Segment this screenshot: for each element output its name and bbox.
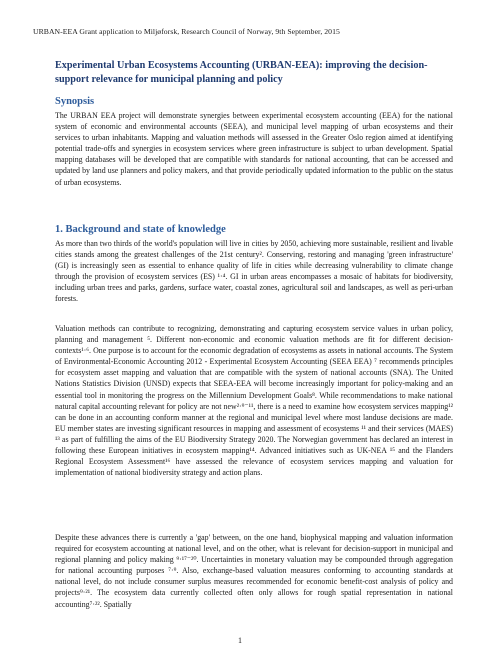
- background-paragraph-1: As more than two thirds of the world's population will live in cities by 2050, achieving more sustainable, resilient and livable cities stands among the greatest challenges of the 21st century². Conserving, restoring and managing 'green infrastructure' (GI) is increasingly seen as essential to enhance quality of life in cities while decreasing vulnerability to climate change through the provision of ecosystem services (ES) ¹·⁴. GI in urban areas encompasses a mosaic of habitats for biodiversity, including urban trees and parks, gardens, surface water, coastal zones, agricultural soil and landscapes, as well as peri-urban forests.: [55, 239, 453, 304]
- running-header: URBAN-EEA Grant application to Miljøforsk, Research Council of Norway, 9th September, 2015: [33, 27, 340, 36]
- background-paragraph-3: Despite these advances there is currently a 'gap' between, on the one hand, biophysical mapping and valuation information required for ecosystem accounting at national level, and on the other, what is relevant for decision-support in municipal and regional planning and policy making ⁹·¹⁷⁻²⁰. Uncertainties in monetary valuation may be compounded through aggregation for national accounting purposes ⁷·⁹. Also, exchange-based valuation measures conforming to accounting standards at national level, do not include consumer surplus measures recommended for economic benefit-cost analysis of policy and projects⁹·²¹. The ecosystem data currently collected often only allows for rough spatial representation in national accounting⁷·²². Spatially: [55, 533, 453, 609]
- synopsis-paragraph: The URBAN EEA project will demonstrate synergies between experimental ecosystem accounting (EEA) for the national system of economic and environmental accounts (SEEA), and municipal level mapping of urban ecosystems and their services to urban inhabitants. Mapping and valuation methods will assessed in the Greater Oslo region aimed at identifying potential trade-offs and synergies in ecosystem services where green infrastructure is subject to urban development. Spatial mapping databases will be developed that are compatible with standards for national accounting, that can be accessed and updated by land use planners and policy makers, and that provide periodically updated information to the public on the status of urban ecosystems.: [55, 111, 453, 187]
- section-heading-background: 1. Background and state of knowledge: [55, 224, 226, 235]
- document-title: Experimental Urban Ecosystems Accounting (URBAN-EEA): improving the decision-support relevance for municipal planning and policy: [55, 60, 428, 85]
- page-number: 1: [238, 636, 242, 645]
- background-paragraph-2: Valuation methods can contribute to recognizing, demonstrating and capturing ecosystem service values in urban policy, planning and management ⁵. Different non-economic and economic valuation methods are fit for different decision-contexts¹·⁶. One purpose is to account for the economic degradation of ecosystems as assets in national accounts. The System of Environmental-Economic Accounting 2012 - Experimental Ecosystem Accounting (SEEA EEA) ⁷ recommends principles for ecosystem asset mapping and valuation that are compatible with the system of national accounts (SNA). The United Nations Statistics Division (UNSD) expects that SEEA-EEA will become increasingly important for policy-making and an essential tool in monitoring the progress on the Millennium Development Goals⁸. While recommendations to make national natural capital accounting relevant for policy are not new²·⁹⁻¹¹, there is a need to examine how ecosystem services mapping¹² can be done in an accounting conform manner at the regional and municipal level where most landuse decisions are made. EU member states are investing significant resources in mapping and assessment of ecosystems ¹¹ and their services (MAES) ¹³ as part of fulfilling the aims of the EU Biodiversity Strategy 2020. The Norwegian government has declared an interest in following these European initiatives in ecosystem mapping¹⁴. Advanced initiatives such as UK-NEA ¹⁵ and the Flanders Regional Ecosystem Assessment¹⁶ have assessed the relevance of ecosystem services mapping and valuation for implementation of national biodiversity strategy and action plans.: [55, 324, 453, 478]
- synopsis-heading: Synopsis: [55, 96, 95, 107]
